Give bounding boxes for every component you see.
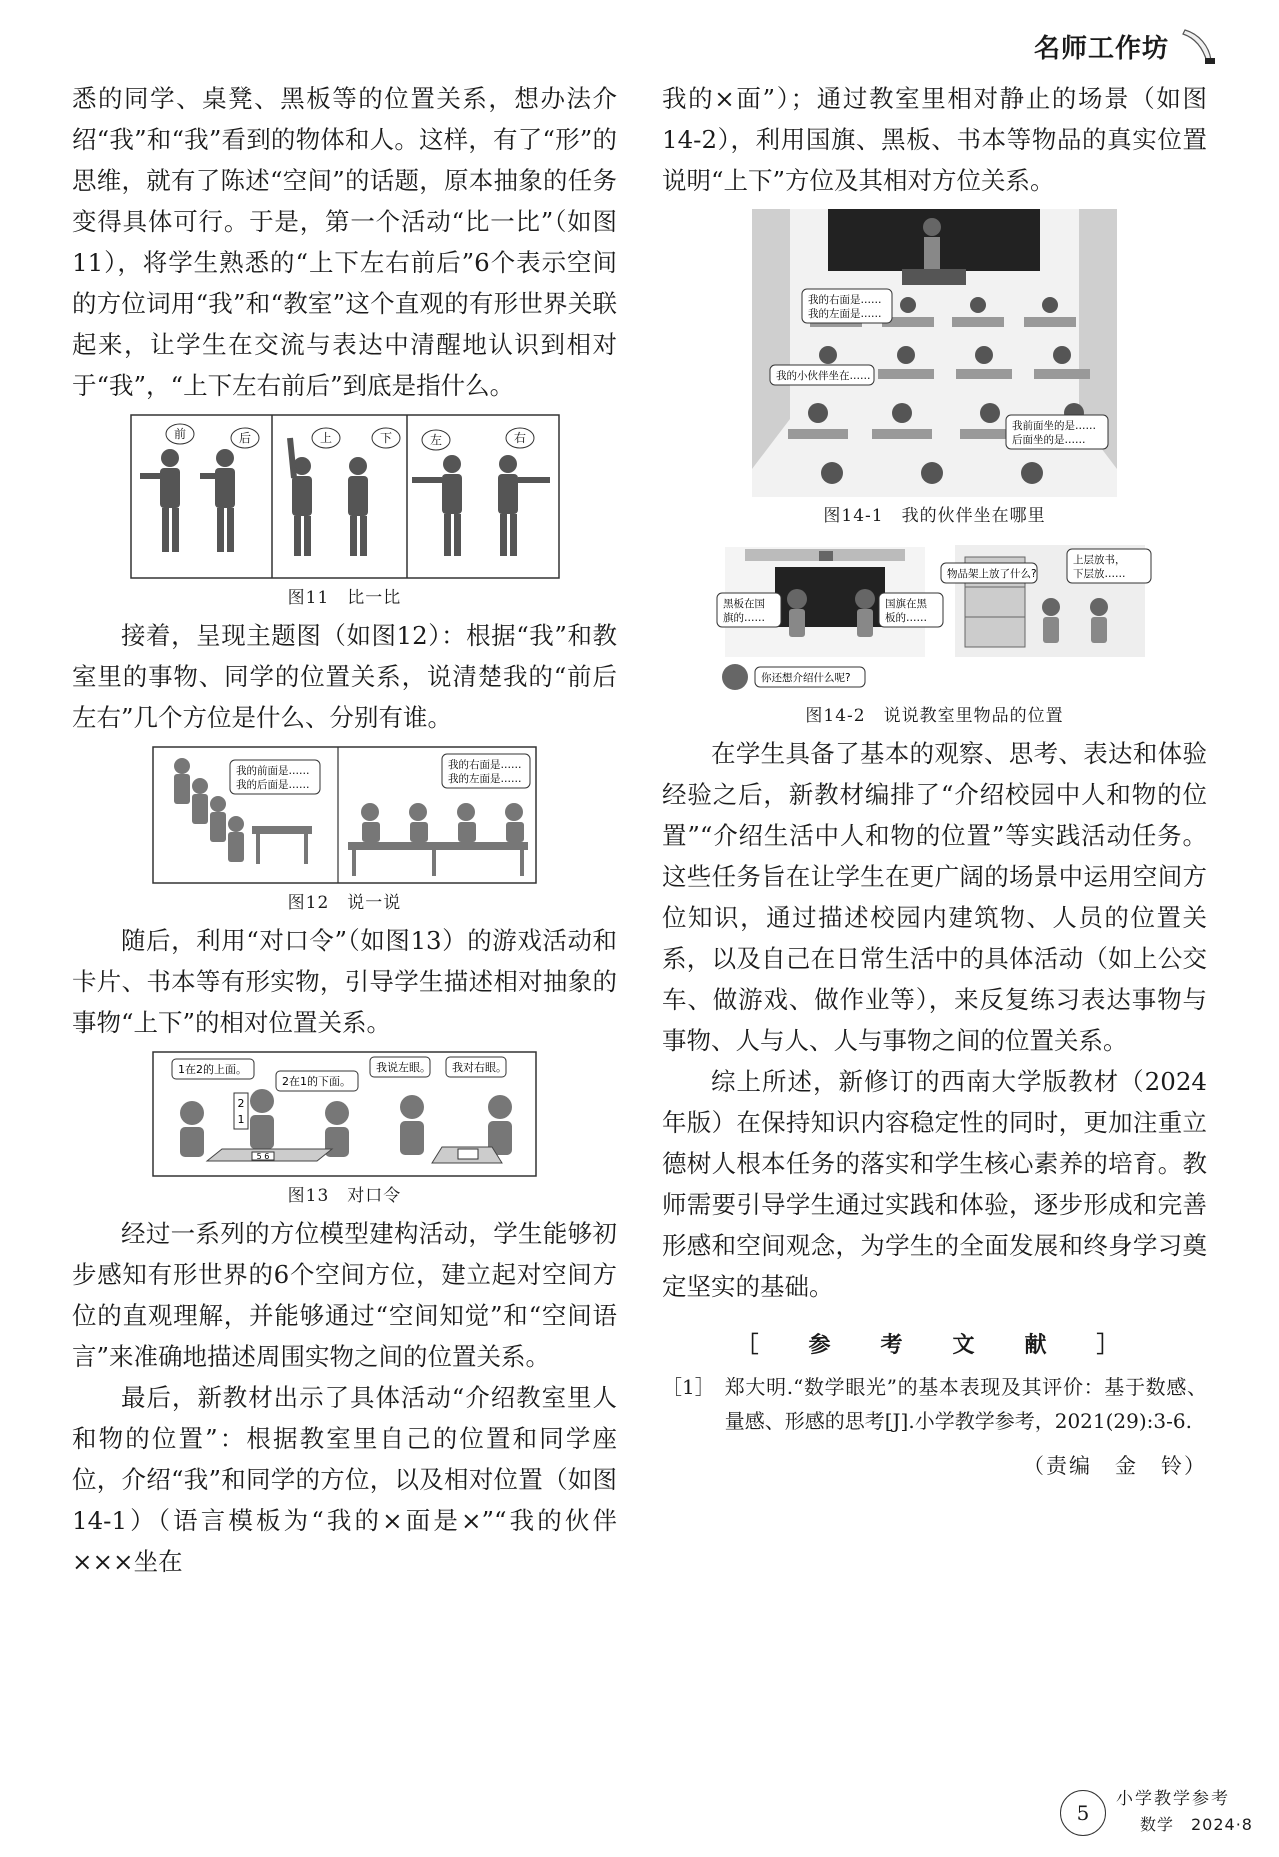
figure-11-caption: 图11 比一比 [287, 588, 402, 608]
figure-13-image [152, 1051, 537, 1177]
right-paragraph-2: 在学生具备了基本的观察、思考、表达和体验经验之后，新教材编排了“介绍校园中人和物的位置”“介绍生活中人和物的位置”等实践活动任务。这些任务旨在让学生在更广阔的场景中运用空间方位知识，通过描述校园内建筑物、人员的位置关系，以及自己在日常生活中的具体活动（如上公交车、做游戏、做作业等），来反复练习表达事物与事物、人与人、人与事物之间的位置关系。 [662, 739, 1207, 1055]
figure-13-caption: 图13 对口令 [287, 1186, 402, 1206]
left-paragraph-1: 悉的同学、桌凳、黑板等的位置关系，想办法介绍“我”和“我”看到的物体和人。这样，有了“形”的思维，就有了陈述“空间”的话题，原本抽象的任务变得具体可行。于是，第一个活动“比一比”（如图11），将学生熟悉的“上下左右前后”6个表示空间的方位词用“我”和“教室”这个直观的有形世界关联起来，让学生在交流与表达中清醒地认识到相对于“我”，“上下左右前后”到底是指什么。 [72, 84, 617, 400]
fig14-2-bubble-2-line-1: 国旗在黑 [884, 598, 927, 610]
left-paragraph-4: 经过一系列的方位模型建构活动，学生能够初步感知有形世界的6个空间方位，建立起对空间方位的直观理解，并能够通过“空间知觉”和“空间语言”来准确地描述周围实物之间的位置关系。 [72, 1219, 617, 1371]
fig13-card-table: 5 6 [256, 1152, 270, 1161]
figure-14-1-caption: 图14-1 我的伙伴坐在哪里 [823, 506, 1046, 526]
references-title: ［ 参 考 文 献 ］ [736, 1332, 1133, 1358]
label-down: 下 [379, 431, 392, 445]
fig14-1-bubble-3-line-1: 我前面坐的是…… [1012, 420, 1096, 432]
right-column [662, 78, 1207, 1487]
left-paragraph-3: 随后，利用“对口令”（如图13）的游戏活动和卡片、书本等有形实物，引导学生描述相对抽象的事物“上下”的相对位置关系。 [72, 926, 617, 1037]
figure-14-2-caption: 图14-2 说说教室里物品的位置 [805, 706, 1064, 726]
figure-12-caption: 图12 说一说 [287, 893, 402, 913]
label-right: 右 [513, 431, 526, 445]
figure-11-image [130, 414, 560, 579]
fig12-bubble-1-line-1: 我的前面是…… [236, 765, 310, 777]
column-header [1034, 26, 1219, 66]
label-back: 后 [238, 431, 251, 445]
editor-credit: （责编 金 铃） [1023, 1454, 1207, 1478]
figure-14-1 [662, 209, 1207, 529]
figure-14-2-image [715, 537, 1155, 697]
figure-12-image [152, 746, 537, 884]
figure-12 [72, 746, 617, 916]
figure-13 [72, 1051, 617, 1209]
fig13-card-bottom: 1 [237, 1113, 245, 1126]
fig13-bubble-1: 1在2的上面。 [178, 1063, 247, 1076]
fig14-2-bubble-5: 你还想介绍什么呢? [760, 672, 851, 684]
label-up: 上 [319, 431, 332, 445]
fig12-bubble-2-line-2: 我的左面是…… [448, 773, 522, 785]
fig14-2-bubble-1-line-1: 黑板在国 [722, 598, 765, 610]
fig14-2-bubble-3: 物品架上放了什么? [946, 568, 1037, 580]
fig12-bubble-1-line-2: 我的后面是…… [236, 779, 310, 791]
reference-1-text: 郑大明.“数学眼光”的基本表现及其评价：基于数感、量感、形感的思考[J].小学教学参考，2021(29):3-6. [724, 1375, 1207, 1433]
journal-name: 小学教学参考 [1116, 1789, 1230, 1809]
figure-14-2 [662, 537, 1207, 729]
fig14-2-bubble-4-line-2: 下层放…… [1072, 568, 1125, 580]
fig14-1-bubble-1-line-1: 我的右面是…… [808, 294, 882, 306]
right-paragraph-1: 我的×面”）；通过教室里相对静止的场景（如图14-2），利用国旗、黑板、书本等物品的真实位置说明“上下”方位及其相对方位关系。 [662, 84, 1207, 195]
page-footer [1060, 1782, 1260, 1842]
fig14-2-bubble-2-line-2: 板的…… [884, 612, 927, 624]
journal-issue: 数学 2024·8 [1140, 1815, 1253, 1834]
fig14-1-bubble-2: 我的小伙伴坐在…… [776, 370, 871, 382]
figure-11 [72, 414, 617, 611]
fig13-bubble-4: 我对右眼。 [452, 1061, 507, 1074]
fig12-bubble-2-line-1: 我的右面是…… [448, 759, 522, 771]
column-title: 名师工作坊 [1033, 33, 1169, 64]
fig13-bubble-3: 我说左眼。 [376, 1061, 431, 1074]
label-front: 前 [173, 427, 186, 441]
fig13-card-top: 2 [237, 1097, 245, 1110]
fig14-1-bubble-3-line-2: 后面坐的是…… [1012, 434, 1086, 446]
page-number: 5 [1060, 1790, 1106, 1836]
figure-14-1-image [752, 209, 1117, 497]
label-left: 左 [429, 433, 442, 447]
fig14-1-bubble-1-line-2: 我的左面是…… [808, 308, 882, 320]
right-paragraph-3: 综上所述，新修订的西南大学版教材（2024年版）在保持知识内容稳定性的同时，更加注重立德树人根本任务的落实和学生核心素养的培育。教师需要引导学生通过实践和体验，逐步形成和完善形感和空间观念，为学生的全面发展和终身学习奠定坚实的基础。 [662, 1067, 1207, 1301]
left-paragraph-5: 最后，新教材出示了具体活动“介绍教室里人和物的位置”：根据教室里自己的位置和同学座位，介绍“我”和同学的方位，以及相对位置（如图14-1）（语言模板为“我的×面是×”“我的伙伴×××坐在 [72, 1383, 617, 1576]
fig13-bubble-2: 2在1的下面。 [282, 1075, 351, 1088]
fig14-2-bubble-4-line-1: 上层放书， [1072, 554, 1125, 566]
fig14-2-bubble-1-line-2: 旗的…… [722, 612, 765, 624]
reference-1-number: ［1］ [662, 1375, 715, 1399]
left-paragraph-2: 接着，呈现主题图（如图12）：根据“我”和教室里的事物、同学的位置关系，说清楚我的“前后左右”几个方位是什么、分别有谁。 [72, 621, 617, 732]
left-column [72, 78, 617, 1582]
reference-1 [662, 1370, 1207, 1438]
quill-pen-icon [1179, 26, 1219, 66]
